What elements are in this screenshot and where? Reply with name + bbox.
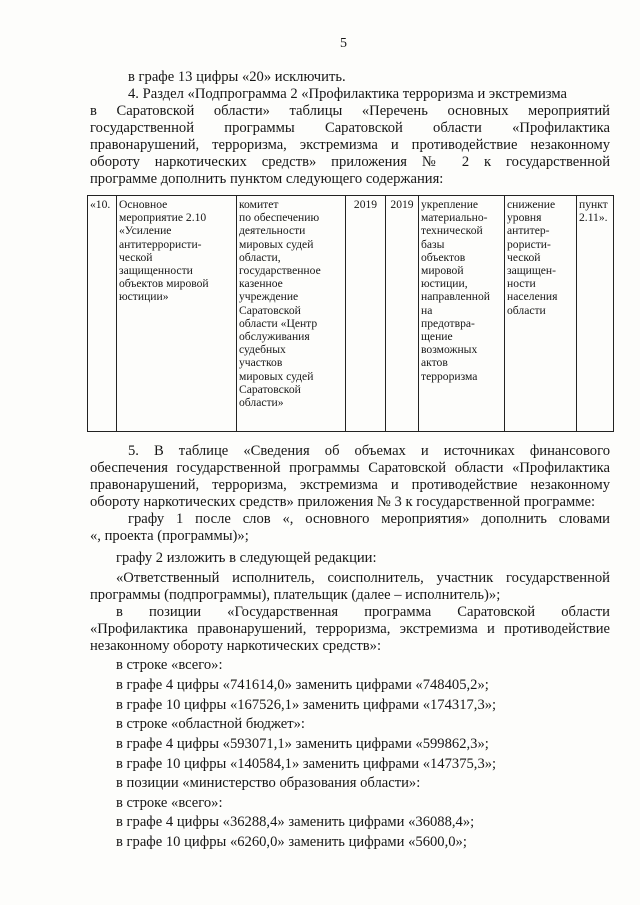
text-line: в графе 4 цифры «36288,4» заменить цифрами «36088,4»; [116, 814, 475, 830]
text-line: в графе 13 цифры «20» исключить. [128, 69, 346, 85]
cell-text-line: щение [421, 330, 453, 344]
text-line: государственной программы Саратовской области «Профилактика [90, 120, 610, 136]
cell-executor [237, 196, 346, 432]
text-line: обеспечения государственной программы Саратовской области «Профилактика [90, 460, 610, 476]
cell-text-line: Основное [119, 198, 168, 211]
cell-text-line: ческой [119, 250, 153, 264]
cell-year-end [386, 196, 419, 432]
cell-text-line: обслуживания [239, 330, 310, 344]
text-line: в строке «всего»: [116, 657, 223, 673]
cell-text-line: деятельности [239, 224, 306, 238]
cell-result [505, 196, 577, 432]
cell-direction [419, 196, 505, 432]
cell-text-line: области» [239, 396, 284, 410]
cell-text-line: мировых судей [239, 369, 314, 383]
cell-text-line: казенное [239, 277, 283, 291]
text-line: графу 2 изложить в следующей редакции: [116, 550, 377, 566]
cell-text-line: учреждение [239, 290, 299, 304]
cell-text-line: 2019 [353, 198, 378, 211]
cell-text-line: технической [421, 224, 483, 238]
cell-text-line: 2.11». [579, 211, 608, 225]
text-line: в строке «всего»: [116, 795, 223, 811]
text-line: 4. Раздел «Подпрограмма 2 «Профилактика терроризма и экстремизма [128, 86, 567, 102]
text-line: незаконному обороту наркотических средств»: [90, 638, 382, 654]
text-line: 5. В таблице «Сведения об объемах и источниках финансового [128, 443, 610, 459]
text-line: в графе 10 цифры «140584,1» заменить цифрами «147375,3»; [116, 756, 497, 772]
cell-text-line: предотвра- [421, 316, 475, 330]
text-line: в Саратовской области» таблицы «Перечень основных мероприятий [90, 103, 610, 119]
cell-text-line: базы [421, 237, 445, 251]
cell-text-line: защищенности [119, 264, 193, 278]
cell-text-line: защищен- [507, 264, 556, 278]
cell-year-start [346, 196, 386, 432]
cell-number [88, 196, 117, 432]
cell-text-line: снижение [507, 198, 556, 211]
page-number: 5 [340, 36, 347, 51]
cell-text-line: мировых судей [239, 237, 314, 251]
text-line: графу 1 после слов «, основного мероприятия» дополнить словами [128, 511, 610, 527]
cell-text-line: объектов [421, 250, 466, 264]
cell-text-line: мировой [421, 264, 464, 278]
cell-text-line: комитет [239, 198, 279, 211]
cell-text-line: ческой [507, 250, 541, 264]
cell-text-line: области «Центр [239, 316, 318, 330]
cell-text-line: «10. [90, 198, 111, 211]
text-line: в графе 4 цифры «741614,0» заменить цифрами «748405,2»; [116, 677, 489, 693]
text-line: «Ответственный исполнитель, соисполнитель, участник государственной [116, 570, 610, 586]
cell-text-line: населения [507, 290, 558, 304]
cell-text-line: области [507, 303, 546, 317]
text-line: в позиции «министерство образования области»: [116, 775, 421, 791]
cell-text-line: актов [421, 356, 448, 370]
cell-activity [117, 196, 237, 432]
text-line: в графе 10 цифры «167526,1» заменить цифрами «174317,3»; [116, 697, 497, 713]
table-row [88, 196, 614, 432]
cell-text-line: мероприятие 2.10 [119, 211, 207, 225]
cell-text-line: по обеспечению [239, 211, 320, 225]
text-line: в позиции «Государственная программа Саратовской области [116, 604, 610, 620]
cell-text-line: ности [507, 277, 536, 291]
text-line: в строке «областной бюджет»: [116, 716, 305, 732]
text-line: программе дополнить пунктом следующего содержания: [90, 171, 444, 187]
cell-text-line: 2019 [390, 198, 414, 211]
text-line: «Профилактика правонарушений, терроризма, экстремизма и противодействие [90, 621, 610, 637]
cell-text-line: юстиции» [119, 290, 169, 304]
cell-text-line: рористи- [507, 237, 551, 251]
text-line: обороту наркотических средств» приложения № 3 к государственной программе: [90, 494, 596, 510]
cell-text-line: Саратовской [239, 303, 301, 317]
text-line: программы (подпрограммы), плательщик (далее – исполнитель)»; [90, 587, 501, 603]
cell-text-line: возможных [421, 343, 478, 357]
text-line: в графе 4 цифры «593071,1» заменить цифрами «599862,3»; [116, 736, 489, 752]
cell-text-line: на [421, 303, 433, 317]
cell-text-line: антитеррористи- [119, 237, 202, 251]
cell-text-line: уровня [507, 211, 542, 225]
text-line: в графе 10 цифры «6260,0» заменить цифрами «5600,0»; [116, 834, 467, 850]
text-line: обороту наркотических средств» приложения № 2 к государственной [90, 154, 610, 170]
cell-text-line: объектов мировой [119, 277, 209, 291]
cell-text-line: участков [239, 356, 283, 370]
cell-text-line: Саратовской [239, 382, 301, 396]
text-line: правонарушений, терроризма, экстремизма и противодействие незаконному [90, 477, 610, 493]
cell-text-line: государственное [239, 264, 321, 278]
cell-text-line: терроризма [421, 369, 478, 383]
cell-text-line: укрепление [421, 198, 479, 211]
text-line: «, проекта (программы)»; [90, 528, 249, 544]
cell-text-line: судебных [239, 343, 286, 357]
text-line: правонарушений, терроризма, экстремизма и противодействие незаконному [90, 137, 610, 153]
cell-text-line: области, [239, 250, 281, 264]
cell-text-line: пункт [579, 198, 608, 211]
cell-text-line: материально- [421, 211, 488, 225]
insert-table [87, 195, 614, 432]
cell-text-line: антитер- [507, 224, 550, 238]
cell-text-line: «Усиление [119, 224, 172, 238]
cell-text-line: юстиции, [421, 277, 468, 291]
cell-link [577, 196, 614, 432]
cell-text-line: направленной [421, 290, 491, 304]
